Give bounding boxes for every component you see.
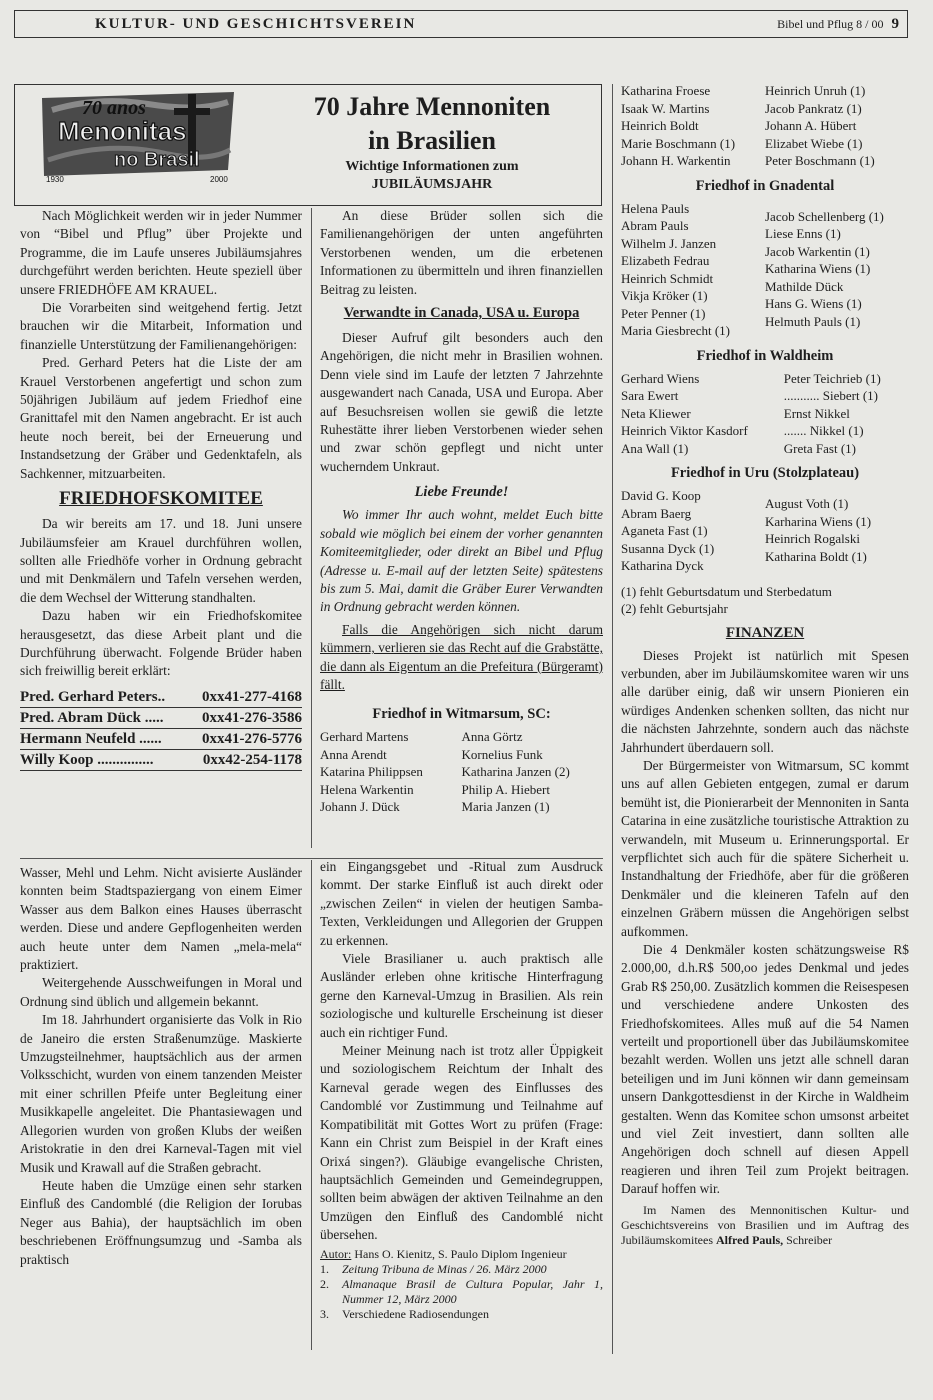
name-entry: Hans G. Wiens (1) bbox=[765, 296, 862, 311]
header-title: KULTUR- UND GESCHICHTSVEREIN bbox=[95, 16, 417, 32]
footnote: (1) fehlt Geburtsdatum und Sterbedatum bbox=[621, 583, 832, 599]
column-3 bbox=[621, 82, 909, 1248]
logo-line3: no Brasil bbox=[114, 149, 200, 171]
reference-number: 1. bbox=[320, 1261, 329, 1276]
name-entry: Katharina Froese bbox=[621, 83, 711, 98]
paragraph: Dieser Aufruf gilt besonders auch den Angehörigen, die nicht mehr in Brasilien wohnen. Denn viele sind im Laufe der letzten 7 Jahrzehnte ausgewandert nach Canada, USA und Europa. Aber auf Besuchsreisen wollen sie gewiß die letzte Ruhestätte ihrer lieben Verstorbenen wieder sehen und zwar schön gepflegt und nicht unter wucherndem Unkraut. bbox=[320, 330, 603, 474]
name-entry: Johann J. Dück bbox=[320, 799, 400, 815]
page-number: 9 bbox=[891, 16, 899, 32]
contact-row bbox=[20, 729, 302, 750]
logo-year-start: 1930 bbox=[46, 175, 64, 184]
paragraph: Der Bürgermeister von Witmarsum, SC kommt uns auf allen Gebieten entgegen, zumal er darum bemüht ist, die Pionierarbeit der Mennoniten in Santa Catarina in eine zusätzliche touristische Attraktion zu verwandeln, mit Museum u. Erinnerungsportal. Er verpflichtet sich auch für die spätere Sicherheit u. Instandhaltung der Friedhöfe, aber für die größeren Denkmäler und die kleineren Tafeln auf den einzelnen Gräbern müssen die Angehörigen selbst aufkommen. bbox=[621, 757, 909, 939]
paragraph: Dazu haben wir ein Friedhofskomitee herausgesetzt, das diese Arbeit plant und die Durchführung überwacht. Folgende Brüder haben sich freiwillig bereit erklärt: bbox=[20, 608, 302, 679]
logo-year-end: 2000 bbox=[210, 175, 228, 184]
reference-number: 3. bbox=[320, 1306, 329, 1321]
reference-number: 2. bbox=[320, 1276, 329, 1291]
name-entry: Johann A. Hübert bbox=[765, 118, 857, 133]
name-entry: Johann H. Warkentin bbox=[621, 153, 731, 168]
name-entry: Abram Baerg bbox=[621, 505, 692, 521]
contact-phone: 0xx41-277-4168 bbox=[202, 688, 302, 705]
name-entry: Heinrich Rogalski bbox=[765, 531, 860, 546]
name-entry: Sara Ewert bbox=[621, 388, 679, 403]
name-entry: Karharina Wiens (1) bbox=[765, 513, 872, 529]
name-entry: Peter Penner (1) bbox=[621, 305, 706, 321]
name-entry: Peter Boschmann (1) bbox=[765, 153, 875, 168]
paragraph: Nach Möglichkeit werden wir in jeder Nummer von “Bibel und Pflug” über Projekte und Programme, die im Laufe unseres Jubiläumsjahres durchgeführt werden berichten. Heute speziell über unsere FRIEDHÖFE AM KRAUEL. bbox=[20, 208, 302, 297]
column-divider bbox=[311, 860, 312, 1350]
greeting: Liebe Freunde! bbox=[414, 484, 509, 501]
name-entry: Neta Kliewer bbox=[621, 405, 691, 421]
title-line2: in Brasilien bbox=[368, 126, 496, 155]
name-entry: Heinrich Boldt bbox=[621, 118, 699, 133]
header-publication bbox=[777, 16, 899, 33]
contact-name: Pred. Abram Dück ..... bbox=[20, 709, 164, 726]
name-entry: Wilhelm J. Janzen bbox=[621, 235, 717, 251]
paragraph: Wasser, Mehl und Lehm. Nicht avisierte Ausländer konnten beim Stadtspaziergang von einem Eimer Wasser aus dem Balkon eines Hauses überrascht werden. Diese und andere Gepflogenheiten werden auch heute unter dem Namen „mela-mela“ praktiziert. bbox=[20, 865, 302, 973]
name-entry: Gerhard Wiens bbox=[621, 370, 700, 386]
names-right bbox=[765, 200, 909, 340]
cemetery-names-waldheim bbox=[621, 370, 909, 458]
name-entry: Heinrich Viktor Kasdorf bbox=[621, 423, 748, 438]
name-entry: Anna Görtz bbox=[461, 729, 523, 745]
cemetery-heading-gnadental: Friedhof in Gnadental bbox=[695, 177, 835, 194]
name-entry: Ana Wall (1) bbox=[621, 440, 689, 456]
name-entry: ........... Siebert (1) bbox=[783, 388, 879, 403]
names-right bbox=[784, 370, 909, 458]
cemetery-names-gnadental bbox=[621, 200, 909, 340]
name-entry: Vikja Kröker (1) bbox=[621, 288, 708, 303]
paragraph: Pred. Gerhard Peters hat die Liste der am Krauel Verstorbenen angefertigt und schon zum 50jährigen Jubiläum auf jedem Friedhof eine Granittafel mit den Namen angebracht. Er ist auch heute noch bereit, bei der Erneuerung und Instandsetzung der Gräber und Gedenktafeln, als Sachkenner, mitzuarbeiten. bbox=[20, 355, 302, 481]
contact-row bbox=[20, 708, 302, 729]
cemetery-heading-uru: Friedhof in Uru (Stolzplateau) bbox=[670, 465, 860, 481]
jubilee-logo bbox=[38, 90, 241, 184]
paragraph: Die Vorarbeiten sind weitgehend fertig. Jetzt brauchen wir die Mitarbeit, Information und finanzielle Unterstützung der Familienangehörigen: bbox=[20, 300, 302, 352]
logo-line2: Menonitas bbox=[58, 116, 187, 146]
name-entry: Heinrich Schmidt bbox=[621, 270, 714, 286]
paragraph: Die 4 Denkmäler kosten schätzungsweise R$ 2.000,00, d.h.R$ 500,oo jedes Denkmal und jedes Grab R$ 250,00. Zusätzlich kommen die Reisespesen und verschiedene andere Unkosten des Friedhofskomitees. Alles muß auf die 54 Namen verteilt und proportionell über das Jubiläumskomitee bezahlt werden. Wollen uns jetzt alle schnell daran beteiligen und im Juni können wir dann gemeinsam unsern Dankgottesdienst in der Kirche in Waldheim gestalten. Wenn das Komitee schon umsonst arbeitet und viel Zeit investiert, dann sollten alle Angehörigen doch schnell auf diesen Appell reagieren und ihren Teil zum Projekt beitragen. Darauf hoffen wir. bbox=[621, 942, 909, 1197]
paragraph: ein Eingangsgebet und -Ritual zum Ausdruck kommt. Der starke Einfluß ist auch direkt oder „zwischen Zeilen“ in vielen der heutigen Samba-Texten, Verkleidungen und Allegorien der Gruppen zu erkennen. bbox=[320, 859, 603, 948]
name-entry: Kornelius Funk bbox=[461, 746, 543, 762]
paragraph: Da wir bereits am 17. und 18. Juni unsere Jubiläumsfeier am Krauel durchführen wollen, sollten alle Friedhöfe vorher in Ordnung gebracht und mit Denkmälern und Tafeln versehen werden, die dem Wechsel der Witterung standhalten. bbox=[20, 516, 302, 605]
subtitle-line1: Wichtige Informationen zum bbox=[345, 159, 519, 174]
author-line bbox=[320, 1247, 603, 1262]
paragraph: Viele Brasilianer u. auch praktisch alle Ausländer erleben ohne kritische Hinterfragung gerne den Karneval-Umzug in Brasilien. Als rein soziologische und kulturelle Erscheinung ist dieser auch ein richtiger Fund. bbox=[320, 951, 603, 1040]
name-entry: Isaak W. Martins bbox=[621, 100, 710, 116]
column-1-upper bbox=[20, 207, 302, 771]
name-entry: Jacob Schellenberg (1) bbox=[765, 208, 884, 224]
contact-name: Pred. Gerhard Peters.. bbox=[20, 688, 166, 705]
name-entry: Helena Pauls bbox=[621, 200, 690, 216]
names-left bbox=[621, 487, 765, 575]
signer-name: Alfred Pauls, bbox=[716, 1232, 784, 1247]
reference-item bbox=[320, 1307, 603, 1322]
column-1-lower bbox=[20, 864, 302, 1269]
names-left bbox=[621, 200, 765, 340]
names-right bbox=[765, 487, 909, 575]
cemetery-names-uru bbox=[621, 487, 909, 575]
name-entry: Elizabeth Fedrau bbox=[621, 253, 710, 268]
committee-contacts bbox=[20, 687, 302, 771]
name-entry: Ernst Nikkel bbox=[783, 405, 850, 421]
names-right bbox=[765, 82, 909, 170]
names-left bbox=[320, 728, 462, 816]
logo-line1: 70 anos bbox=[82, 97, 146, 119]
references bbox=[320, 1262, 603, 1322]
cemetery-names-witmarsum bbox=[320, 728, 603, 816]
name-entry: August Voth (1) bbox=[765, 496, 849, 511]
name-entry: Maria Giesbrecht (1) bbox=[621, 323, 731, 338]
article-subtitle bbox=[300, 158, 564, 194]
contact-name: Hermann Neufeld ...... bbox=[20, 730, 162, 747]
signer-role: Schreiber bbox=[786, 1232, 833, 1247]
signature-text: Im Namen des Mennonitischen Kultur- und Geschichtsvereins von Brasilien und im Auftrag des Jubiläumskomitees bbox=[621, 1202, 909, 1247]
footnotes bbox=[621, 583, 909, 617]
column-divider bbox=[612, 84, 613, 1354]
names-left bbox=[621, 82, 765, 170]
footnote: (2) fehlt Geburtsjahr bbox=[621, 600, 728, 616]
article-title bbox=[272, 90, 592, 158]
paragraph-italic: Wo immer Ihr auch wohnt, meldet Euch bitte sobald wie möglich bei einem der vorher genannten Komiteemitglieder, oder direkt an Bibel und Pflug (Adresse u. E-mail auf der letzten Seite) spätestens bis zum 5. Mai, damit die Gräber Eurer Verwandten in Ordnung gebracht werden können. bbox=[320, 507, 603, 615]
contact-phone: 0xx41-276-3586 bbox=[202, 709, 302, 726]
contact-phone: 0xx41-276-5776 bbox=[202, 730, 302, 747]
names-list-top bbox=[621, 82, 909, 170]
reference-text: Zeitung Tribuna de Minas / 26. März 2000 bbox=[342, 1261, 547, 1276]
name-entry: Katarina Philippsen bbox=[320, 764, 423, 780]
reference-text: Verschiedene Radiosendungen bbox=[342, 1306, 489, 1321]
column-divider bbox=[311, 208, 312, 848]
name-entry: Mathilde Dück bbox=[765, 278, 844, 294]
publication-issue: Bibel und Pflug 8 / 00 bbox=[777, 17, 884, 31]
cemetery-heading-witmarsum: Friedhof in Witmarsum, SC: bbox=[372, 706, 551, 723]
name-entry: Heinrich Unruh (1) bbox=[765, 83, 866, 98]
cemetery-heading-waldheim: Friedhof in Waldheim bbox=[696, 347, 834, 364]
names-right bbox=[462, 728, 604, 816]
name-entry: Jacob Pankratz (1) bbox=[765, 100, 862, 116]
name-entry: Helena Warkentin bbox=[320, 781, 414, 797]
subtitle-line2: JUBILÄUMSJAHR bbox=[371, 177, 493, 192]
paragraph: Heute haben die Umzüge einen sehr starken Einfluß des Candomblé (die Religion der Iorubas Neger aus Bahia), der hauptsächlich im oben beschriebenen Eröffnungsumzug und -Samba als praktisch bbox=[20, 1177, 302, 1267]
name-entry: Gerhard Martens bbox=[320, 729, 409, 745]
name-entry: Abram Pauls bbox=[621, 218, 689, 233]
name-entry: Marie Boschmann (1) bbox=[621, 135, 736, 151]
reference-item bbox=[320, 1277, 603, 1307]
column-2-lower bbox=[320, 858, 603, 1322]
name-entry: Peter Teichrieb (1) bbox=[783, 370, 881, 386]
paragraph: Dieses Projekt ist natürlich mit Spesen verbunden, aber im Jubiläumskomitee waren wir uns alle darüber einig, daß wir unsern Pionieren ein würdiges Andenken schenken sollten, das nicht nur die nächsten Jahrzehnte, sondern auch das nächste Jahrhundert überdauern soll. bbox=[621, 647, 909, 755]
title-line1: 70 Jahre Mennoniten bbox=[313, 92, 551, 121]
name-entry: ....... Nikkel (1) bbox=[783, 423, 864, 438]
name-entry: Maria Janzen (1) bbox=[461, 799, 550, 815]
paragraph: Weitergehende Ausschweifungen in Moral und Ordnung sind üblich und allgemein bekannt. bbox=[20, 975, 302, 1009]
column-2-upper bbox=[320, 207, 603, 816]
paragraph: Im 18. Jahrhundert organisierte das Volk in Rio de Janeiro die ersten Straßenumzüge. Maskierte Umzugsteilnehmer, hauptsächlich aus der armen Volksschicht, wurden von einem tanzenden Meister mit einer schrillen Pfeife unter Begleitung einer Musikkapelle angeleitet. Die Phantasiewagen und Allegorien wurden von großen Klubs der weißen Aristokratie in den drei Karneval-Tagen mit viel Musik und Krawall auf die Straßen gebracht. bbox=[20, 1012, 302, 1175]
name-entry: Helmuth Pauls (1) bbox=[765, 313, 861, 329]
section-heading-verwandte: Verwandte in Canada, USA u. Europa bbox=[343, 305, 580, 322]
signature-note bbox=[621, 1203, 909, 1248]
name-entry: Elizabet Wiebe (1) bbox=[765, 135, 863, 151]
author-name: Hans O. Kienitz, S. Paulo Diplom Ingenieur bbox=[354, 1246, 567, 1261]
names-left bbox=[621, 370, 784, 458]
name-entry: Anna Arendt bbox=[320, 746, 387, 762]
reference-item bbox=[320, 1262, 603, 1277]
spacer bbox=[765, 487, 909, 495]
spacer bbox=[765, 200, 909, 208]
paragraph: An diese Brüder sollen sich die Familienangehörigen der unten angeführten Verstorbenen wenden, um die erbetenen Informationen zu übermitteln und ihren finanziellen Beitrag zu leisten. bbox=[320, 208, 603, 297]
name-entry: Greta Fast (1) bbox=[783, 440, 856, 456]
contact-row bbox=[20, 687, 302, 708]
contact-row bbox=[20, 750, 302, 771]
paragraph-underlined: Falls die Angehörigen sich nicht darum kümmern, verlieren sie das Recht auf die Grabstätte, die dann als Eigentum an die Prefeitura (Bürgeramt) fällt. bbox=[320, 621, 603, 692]
section-heading-finanzen: FINANZEN bbox=[725, 624, 805, 641]
name-entry: Katharina Boldt (1) bbox=[765, 548, 867, 564]
name-entry: Liese Enns (1) bbox=[765, 226, 841, 241]
contact-phone: 0xx42-254-1178 bbox=[202, 751, 302, 768]
page-header bbox=[14, 10, 908, 38]
name-entry: Katharina Dyck bbox=[621, 558, 704, 573]
name-entry: Aganeta Fast (1) bbox=[621, 523, 708, 538]
author-label: Autor: bbox=[320, 1246, 352, 1261]
name-entry: Susanna Dyck (1) bbox=[621, 540, 715, 556]
name-entry: Philip A. Hiebert bbox=[461, 781, 550, 797]
name-entry: David G. Koop bbox=[621, 488, 701, 503]
name-entry: Katharina Janzen (2) bbox=[461, 764, 570, 780]
paragraph: Meiner Meinung nach ist trotz aller Üppigkeit und soziologischem Reichtum der Inhalt des Karneval gerade wegen des Einflusses des Candomblé vor Zustimmung und Teilnahme auf Kompatibilität mit Gottes Wort zu prüfen (Frage: Kann ein Christ zum Beispiel in der Kraft eines Orixá singen?). Gläubige evangelische Christen, hauptsächlich Gemeinden und Gemeindegruppen, sollten beim abwägen der aktiven Teilnahme an den Umzügen den Einfluß des Candomblé nicht übersehen. bbox=[320, 1043, 603, 1243]
section-heading-friedhofskomitee: FRIEDHOFSKOMITEE bbox=[59, 488, 263, 510]
name-entry: Katharina Wiens (1) bbox=[765, 261, 871, 276]
name-entry: Jacob Warkentin (1) bbox=[765, 243, 870, 259]
contact-name: Willy Koop ............... bbox=[20, 751, 154, 768]
reference-text: Almanaque Brasil de Cultura Popular, Jahr 1, Nummer 12, März 2000 bbox=[342, 1276, 603, 1306]
